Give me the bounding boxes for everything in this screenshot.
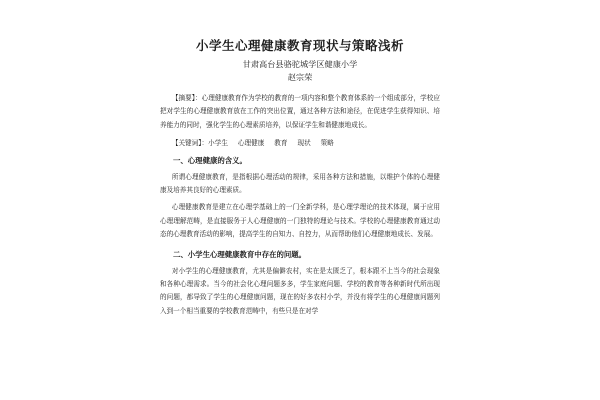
paper-title: 小学生心理健康教育现状与策略浅析 [195, 38, 404, 53]
section-heading-1: 一、心理健康的含义。 [173, 155, 247, 165]
body-paragraph: 对小学生的心理健康教育，尤其是偏僻农村，实在是太匮乏了，根本跟不上当今的社会现象和各种心理需求。当今的社会化心理问题多多，学生家庭问题、学校的教育等各种新时代所出现的问题，都导致了学生的心理健康问题，现在的好多农村小学，并没有将学生的心理健康问题列入到一个相当重要的学校教育范畴中，有些只是在对学 [160, 266, 440, 315]
keywords-label: 【关键词】 [171, 139, 202, 148]
keyword: 心理健康 [237, 139, 265, 148]
author-name: 赵宗荣 [287, 72, 313, 82]
author-affiliation: 甘肃高台县骆驼城学区健康小学 [242, 59, 358, 69]
section-heading-2: 二、小学生心理健康教育中存在的问题。 [173, 249, 307, 259]
abstract [160, 92, 440, 132]
keyword: 现状 [297, 139, 311, 148]
body-paragraph: 所谓心理健康教育，是指根据心理活动的规律，采用各种方法和措施，以维护个体的心理健康及培养其良好的心理素质。 [160, 172, 440, 195]
paper-page [160, 28, 440, 400]
keyword: 教育 [274, 139, 288, 148]
body-paragraph: 心理健康教育是建立在心理学基础上的一门全新学科，是心理学理论的技术体现，属于应用心理理解范畴，是直接服务于人心理健康的一门独特的理论与技术。学校的心理健康教育通过动态的心理教育活动的影响，提高学生的自知力、自控力，从而帮助他们心理健康地成长、发展。 [160, 203, 440, 239]
keyword: ：小学生 [201, 139, 228, 148]
keywords [160, 137, 440, 150]
abstract-text: ：心理健康教育作为学校的教育的一项内容和整个教育体系的一个组成部分，学校应把对学生的心理健康教育放在工作的突出位置，通过各种方法和途径，在促进学生获得知识、培养能力的同时，强化学生的心理素质培养，以保证学生和谐健康地成长。 [160, 94, 440, 129]
abstract-label: 【摘要】 [171, 94, 196, 102]
keyword: 策略 [320, 139, 334, 148]
